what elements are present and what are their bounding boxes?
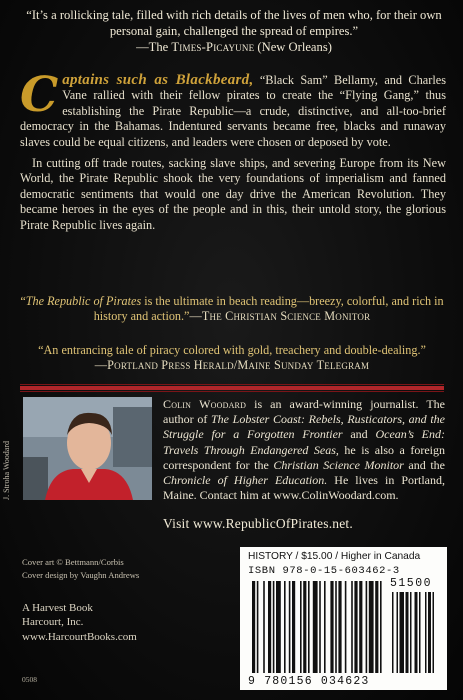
drop-cap-letter: C <box>20 67 59 123</box>
barcode-bar <box>375 581 378 673</box>
review-quote-monitor <box>20 294 444 325</box>
attr-suffix: (New Orleans) <box>254 40 332 54</box>
barcode-bar <box>273 581 275 673</box>
author-photo <box>23 397 152 500</box>
category-price-line: HISTORY / $15.00 / Higher in Canada <box>248 551 421 562</box>
top-review-quote <box>24 8 444 56</box>
book-title-2: Ocean’s End: Travels Through Endangered Seas, <box>163 427 445 457</box>
barcode-bar <box>359 581 362 673</box>
barcode-bar <box>292 581 295 673</box>
attr-prefix: —The <box>136 40 172 54</box>
description-paragraph-1 <box>20 67 446 150</box>
review-quote-press-herald <box>20 343 444 374</box>
attr-source: Times-Picayune <box>171 40 255 54</box>
barcode-bar <box>257 581 259 673</box>
top-quote-text: “It’s a rollicking tale, filled with rich details of the lives of men who, for their own personal gain, challenged the spread of empires.” <box>26 8 442 38</box>
barcode-bar <box>300 581 302 673</box>
barcode-bar <box>303 581 306 673</box>
barcode-panel <box>240 547 447 690</box>
publisher-name: Harcourt, Inc. <box>22 616 84 629</box>
barcode-bar <box>338 581 341 673</box>
bio-part-2: and <box>342 427 376 442</box>
barcode-bar <box>345 581 347 673</box>
addon-barcode-bar <box>406 592 409 673</box>
quote-open-mark: “ <box>20 294 26 308</box>
addon-barcode-bar <box>397 592 399 673</box>
photo-credit: J. Stroha Woodard <box>2 441 11 500</box>
barcode-bar <box>289 581 291 673</box>
cover-credits <box>22 556 222 582</box>
isbn-text: ISBN 978-0-15-603462-3 <box>248 565 400 577</box>
barcode-bar <box>335 581 337 673</box>
monitor-quote-text: is the ultimate in beach reading—breezy, colorful, and rich in history and action.” <box>93 294 444 324</box>
website-link[interactable]: Visit www.RepublicOfPirates.net. <box>163 516 353 531</box>
barcode-bar <box>366 581 368 673</box>
barcode-bar <box>380 581 382 673</box>
barcode-bar <box>252 581 255 673</box>
print-code: 0508 <box>22 675 37 684</box>
addon-barcode-bar <box>415 592 418 673</box>
barcode-bar <box>263 581 265 673</box>
bio-part-5: He lives in Portland, Maine. Contact him at www.ColinWoodard.com. <box>163 473 446 503</box>
addon-number: 51500 <box>390 577 433 590</box>
barcode-bar <box>354 581 357 673</box>
addon-barcode-bar <box>433 592 435 673</box>
press-herald-attribution: —Portland Press Herald/Maine Sunday Telegram <box>94 358 370 373</box>
addon-barcode-bar <box>400 592 405 673</box>
publication-1: Christian Science Monitor <box>273 457 404 472</box>
publisher-info <box>22 601 222 644</box>
monitor-attribution: —The Christian Science Monitor <box>189 309 371 324</box>
addon-barcode-bar <box>428 592 431 673</box>
addon-barcode-bar <box>392 592 394 673</box>
top-quote-attribution <box>24 40 444 56</box>
barcode-icon <box>240 547 447 690</box>
barcode-bar <box>330 581 333 673</box>
publisher-imprint: A Harvest Book <box>22 602 93 614</box>
cover-art-credit: Cover art © Bettmann/Corbis <box>22 557 124 567</box>
paragraph-1-text: “Black Sam” Bellamy, and Charles Vane rallied with their fellow pirates to create the “Flying Gang,” thus establishing the Pirate Republic—a crude, distinctive, and all-too-brief democracy in the Bahamas. Indentured servants became free, blacks and runaway slaves could be equal citizens, and leaders were chosen or deposed by vote. <box>20 73 446 149</box>
ornamental-divider <box>20 384 444 392</box>
barcode-bar <box>369 581 374 673</box>
lead-in-text: aptains such as Blackbeard, <box>62 72 254 88</box>
book-description <box>20 67 446 239</box>
description-paragraph-2: In cutting off trade routes, sacking slave ships, and severing Europe from its New World, the Pirate Republic shook the very foundations of imperialism and fanned democratic sentiments that would one day drive the American Revolution. They became heroes in the eyes of the people and in this, their untold story, the glorious Pirate Republic lives again. <box>20 156 446 232</box>
barcode-bar <box>268 581 271 673</box>
addon-barcode-bar <box>419 592 421 673</box>
publisher-website[interactable]: www.HarcourtBooks.com <box>22 630 137 643</box>
author-name: Colin Woodard <box>163 397 247 411</box>
book-title-1: The Lobster Coast: Rebels, Rusticators, and the Struggle for a Forgotten Frontier <box>163 412 445 442</box>
barcode-number: 9 780156 034623 <box>248 675 370 688</box>
addon-barcode-bar <box>410 592 412 673</box>
barcode-bar <box>276 581 281 673</box>
barcode-bar <box>313 581 318 673</box>
publication-2: Chronicle of Higher Education. <box>163 473 328 488</box>
bio-part-1: is an award-winning journalist. The author of <box>163 397 445 427</box>
author-biography <box>163 397 445 503</box>
press-herald-quote-text: “An entrancing tale of piracy colored with gold, treachery and double-dealing.” <box>38 343 426 357</box>
barcode-bar <box>351 581 353 673</box>
barcode-bar <box>308 581 310 673</box>
bio-part-4: and the <box>403 457 445 472</box>
bio-part-3: he is also a foreign correspondent for the <box>163 442 445 472</box>
barcode-bar <box>284 581 286 673</box>
barcode-bar <box>319 581 321 673</box>
addon-barcode-bar <box>425 592 427 673</box>
cover-design-credit: Cover design by Vaughn Andrews <box>22 570 140 580</box>
barcode-bar <box>324 581 326 673</box>
quoted-book-title: The Republic of Pirates <box>25 294 142 308</box>
